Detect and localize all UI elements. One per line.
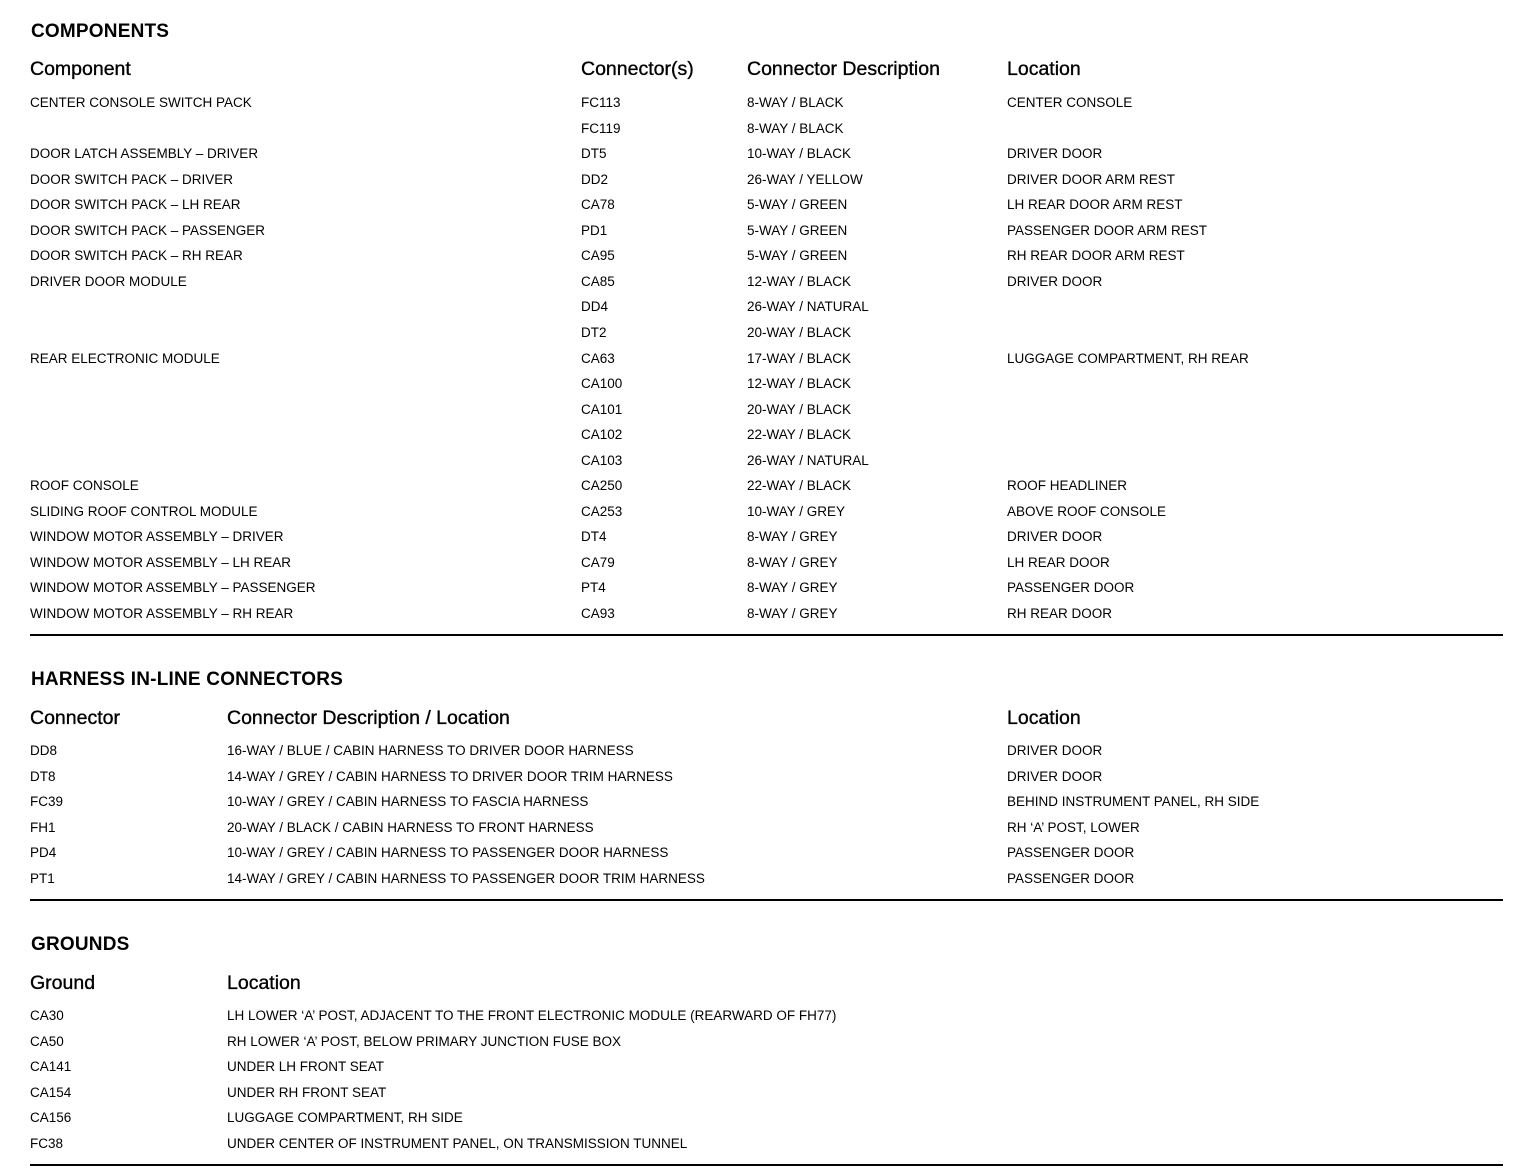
cell-description: 20-WAY / BLACK	[747, 324, 852, 340]
table-row	[0, 871, 1536, 891]
cell-location: DRIVER DOOR	[1007, 529, 1103, 545]
cell-location: RH ‘A’ POST, LOWER	[1007, 819, 1140, 835]
cell-connector: FC113	[581, 95, 621, 110]
cell-component: DOOR SWITCH PACK – PASSENGER	[30, 222, 266, 238]
cell-component: DRIVER DOOR MODULE	[30, 273, 187, 289]
cell-connector: DD2	[581, 171, 609, 187]
cell-ground: CA30	[30, 1008, 64, 1023]
table-row	[0, 1008, 1536, 1028]
cell-description: 5-WAY / GREEN	[747, 222, 848, 238]
cell-description: 14-WAY / GREY / CABIN HARNESS TO PASSENGER DOOR TRIM HARNESS	[227, 871, 705, 886]
cell-connector: CA103	[581, 452, 623, 468]
cell-location: LH REAR DOOR	[1007, 554, 1110, 570]
cell-location: UNDER RH FRONT SEAT	[227, 1084, 387, 1100]
cell-description: 12-WAY / BLACK	[747, 376, 852, 392]
table-row	[0, 1085, 1536, 1105]
table-row	[0, 95, 1536, 115]
cell-description: 22-WAY / BLACK	[747, 427, 852, 443]
cell-component: WINDOW MOTOR ASSEMBLY – PASSENGER	[30, 580, 316, 596]
cell-description: 26-WAY / NATURAL	[747, 299, 869, 315]
cell-description: 5-WAY / GREEN	[747, 197, 848, 213]
grounds-header-location: Location	[227, 972, 301, 994]
cell-location: RH LOWER ‘A’ POST, BELOW PRIMARY JUNCTION FUSE BOX	[227, 1033, 622, 1049]
section-divider	[30, 634, 1503, 636]
cell-ground: CA156	[30, 1110, 72, 1126]
components-header-location: Location	[1007, 58, 1081, 80]
table-row	[0, 504, 1536, 524]
cell-connector: FH1	[30, 819, 56, 835]
cell-location: DRIVER DOOR	[1007, 146, 1103, 162]
cell-component: DOOR SWITCH PACK – RH REAR	[30, 248, 243, 264]
table-row	[0, 146, 1536, 166]
cell-description: 14-WAY / GREY / CABIN HARNESS TO DRIVER DOOR TRIM HARNESS	[227, 768, 673, 784]
harness-header-connector: Connector	[30, 707, 120, 729]
cell-location: DRIVER DOOR	[1007, 743, 1103, 758]
harness-header-location: Location	[1007, 707, 1081, 729]
cell-component: SLIDING ROOF CONTROL MODULE	[30, 503, 258, 519]
table-row	[0, 248, 1536, 268]
table-row	[0, 351, 1536, 371]
cell-component: WINDOW MOTOR ASSEMBLY – LH REAR	[30, 554, 292, 570]
table-row	[0, 1136, 1536, 1156]
harness-header-description: Connector Description / Location	[227, 707, 510, 729]
table-row	[0, 453, 1536, 473]
cell-connector: CA63	[581, 350, 615, 366]
table-row	[0, 794, 1536, 814]
cell-location: DRIVER DOOR	[1007, 273, 1103, 289]
cell-location: PASSENGER DOOR	[1007, 871, 1135, 886]
grounds-header-ground: Ground	[30, 972, 96, 994]
cell-connector: DT8	[30, 768, 56, 784]
cell-description: 8-WAY / GREY	[747, 606, 838, 621]
cell-connector: FC119	[581, 120, 621, 136]
components-header-description: Connector Description	[747, 58, 940, 80]
cell-description: 5-WAY / GREEN	[747, 248, 848, 264]
table-row	[0, 529, 1536, 549]
cell-description: 26-WAY / YELLOW	[747, 171, 863, 187]
cell-connector: PT1	[30, 871, 55, 886]
cell-connector: DT5	[581, 146, 607, 162]
cell-description: 10-WAY / GREY	[747, 503, 846, 519]
table-row	[0, 845, 1536, 865]
cell-connector: DT4	[581, 529, 607, 545]
table-row	[0, 555, 1536, 575]
cell-component: WINDOW MOTOR ASSEMBLY – RH REAR	[30, 606, 294, 621]
cell-component: WINDOW MOTOR ASSEMBLY – DRIVER	[30, 529, 284, 545]
cell-description: 26-WAY / NATURAL	[747, 452, 869, 468]
cell-description: 8-WAY / BLACK	[747, 95, 844, 110]
cell-component: CENTER CONSOLE SWITCH PACK	[30, 95, 252, 110]
cell-description: 20-WAY / BLACK	[747, 401, 852, 417]
cell-location: LUGGAGE COMPARTMENT, RH REAR	[1007, 350, 1249, 366]
cell-location: LH LOWER ‘A’ POST, ADJACENT TO THE FRONT ELECTRONIC MODULE (REARWARD OF FH77)	[227, 1008, 837, 1023]
cell-ground: CA50	[30, 1033, 64, 1049]
cell-location: ROOF HEADLINER	[1007, 478, 1128, 494]
cell-ground: FC38	[30, 1136, 64, 1151]
cell-description: 17-WAY / BLACK	[747, 350, 852, 366]
cell-location: BEHIND INSTRUMENT PANEL, RH SIDE	[1007, 794, 1260, 810]
table-row	[0, 172, 1536, 192]
table-row	[0, 223, 1536, 243]
cell-location: PASSENGER DOOR	[1007, 580, 1135, 596]
cell-location: LH REAR DOOR ARM REST	[1007, 197, 1183, 213]
cell-ground: CA154	[30, 1084, 72, 1100]
section-divider	[30, 1164, 1503, 1166]
table-row	[0, 820, 1536, 840]
table-row	[0, 478, 1536, 498]
cell-description: 22-WAY / BLACK	[747, 478, 852, 494]
cell-connector: CA253	[581, 503, 623, 519]
components-section-title: COMPONENTS	[31, 21, 170, 42]
cell-connector: CA100	[581, 376, 623, 392]
cell-location: UNDER LH FRONT SEAT	[227, 1059, 385, 1075]
cell-location: PASSENGER DOOR ARM REST	[1007, 222, 1208, 238]
cell-description: 8-WAY / GREY	[747, 529, 838, 545]
cell-connector: CA101	[581, 401, 623, 417]
cell-location: DRIVER DOOR ARM REST	[1007, 171, 1176, 187]
cell-location: PASSENGER DOOR	[1007, 845, 1135, 861]
table-row	[0, 1059, 1536, 1079]
cell-location: RH REAR DOOR ARM REST	[1007, 248, 1185, 264]
cell-location: DRIVER DOOR	[1007, 768, 1103, 784]
cell-connector: CA79	[581, 554, 615, 570]
cell-connector: DD4	[581, 299, 609, 315]
components-header-connectors: Connector(s)	[581, 58, 694, 80]
table-row	[0, 325, 1536, 345]
cell-connector: CA102	[581, 427, 623, 443]
cell-component: ROOF CONSOLE	[30, 478, 139, 494]
cell-description: 10-WAY / BLACK	[747, 146, 852, 162]
cell-location: UNDER CENTER OF INSTRUMENT PANEL, ON TRANSMISSION TUNNEL	[227, 1136, 688, 1151]
cell-connector: CA95	[581, 248, 615, 264]
table-row	[0, 197, 1536, 217]
cell-description: 16-WAY / BLUE / CABIN HARNESS TO DRIVER DOOR HARNESS	[227, 743, 634, 758]
table-row	[0, 274, 1536, 294]
components-header-component: Component	[30, 58, 131, 80]
table-row	[0, 402, 1536, 422]
table-row	[0, 769, 1536, 789]
table-row	[0, 580, 1536, 600]
cell-ground: CA141	[30, 1059, 72, 1075]
cell-connector: FC39	[30, 794, 64, 810]
table-row	[0, 376, 1536, 396]
table-row	[0, 1110, 1536, 1130]
cell-connector: DT2	[581, 324, 607, 340]
cell-location: RH REAR DOOR	[1007, 606, 1113, 621]
section-divider	[30, 899, 1503, 901]
cell-connector: CA78	[581, 197, 615, 213]
cell-connector: PD1	[581, 222, 608, 238]
cell-component: DOOR SWITCH PACK – LH REAR	[30, 197, 241, 213]
cell-description: 10-WAY / GREY / CABIN HARNESS TO PASSENGER DOOR HARNESS	[227, 845, 669, 861]
cell-connector: PT4	[581, 580, 606, 596]
table-row	[0, 427, 1536, 447]
cell-connector: CA250	[581, 478, 623, 494]
cell-connector: CA85	[581, 273, 615, 289]
cell-location: ABOVE ROOF CONSOLE	[1007, 503, 1167, 519]
cell-description: 10-WAY / GREY / CABIN HARNESS TO FASCIA HARNESS	[227, 794, 589, 810]
cell-location: CENTER CONSOLE	[1007, 95, 1133, 110]
cell-location: LUGGAGE COMPARTMENT, RH SIDE	[227, 1110, 463, 1126]
table-row	[0, 121, 1536, 141]
table-row	[0, 743, 1536, 763]
grounds-section-title: GROUNDS	[31, 934, 130, 955]
cell-component: REAR ELECTRONIC MODULE	[30, 350, 220, 366]
table-row	[0, 299, 1536, 319]
harness-section-title: HARNESS IN-LINE CONNECTORS	[31, 669, 344, 690]
cell-description: 20-WAY / BLACK / CABIN HARNESS TO FRONT HARNESS	[227, 819, 594, 835]
table-row	[0, 606, 1536, 626]
cell-component: DOOR SWITCH PACK – DRIVER	[30, 171, 234, 187]
cell-description: 8-WAY / GREY	[747, 554, 838, 570]
cell-connector: CA93	[581, 606, 615, 621]
cell-component: DOOR LATCH ASSEMBLY – DRIVER	[30, 146, 259, 162]
cell-description: 8-WAY / GREY	[747, 580, 838, 596]
cell-connector: PD4	[30, 845, 57, 861]
cell-description: 12-WAY / BLACK	[747, 273, 852, 289]
cell-description: 8-WAY / BLACK	[747, 120, 844, 136]
table-row	[0, 1034, 1536, 1054]
cell-connector: DD8	[30, 743, 58, 758]
